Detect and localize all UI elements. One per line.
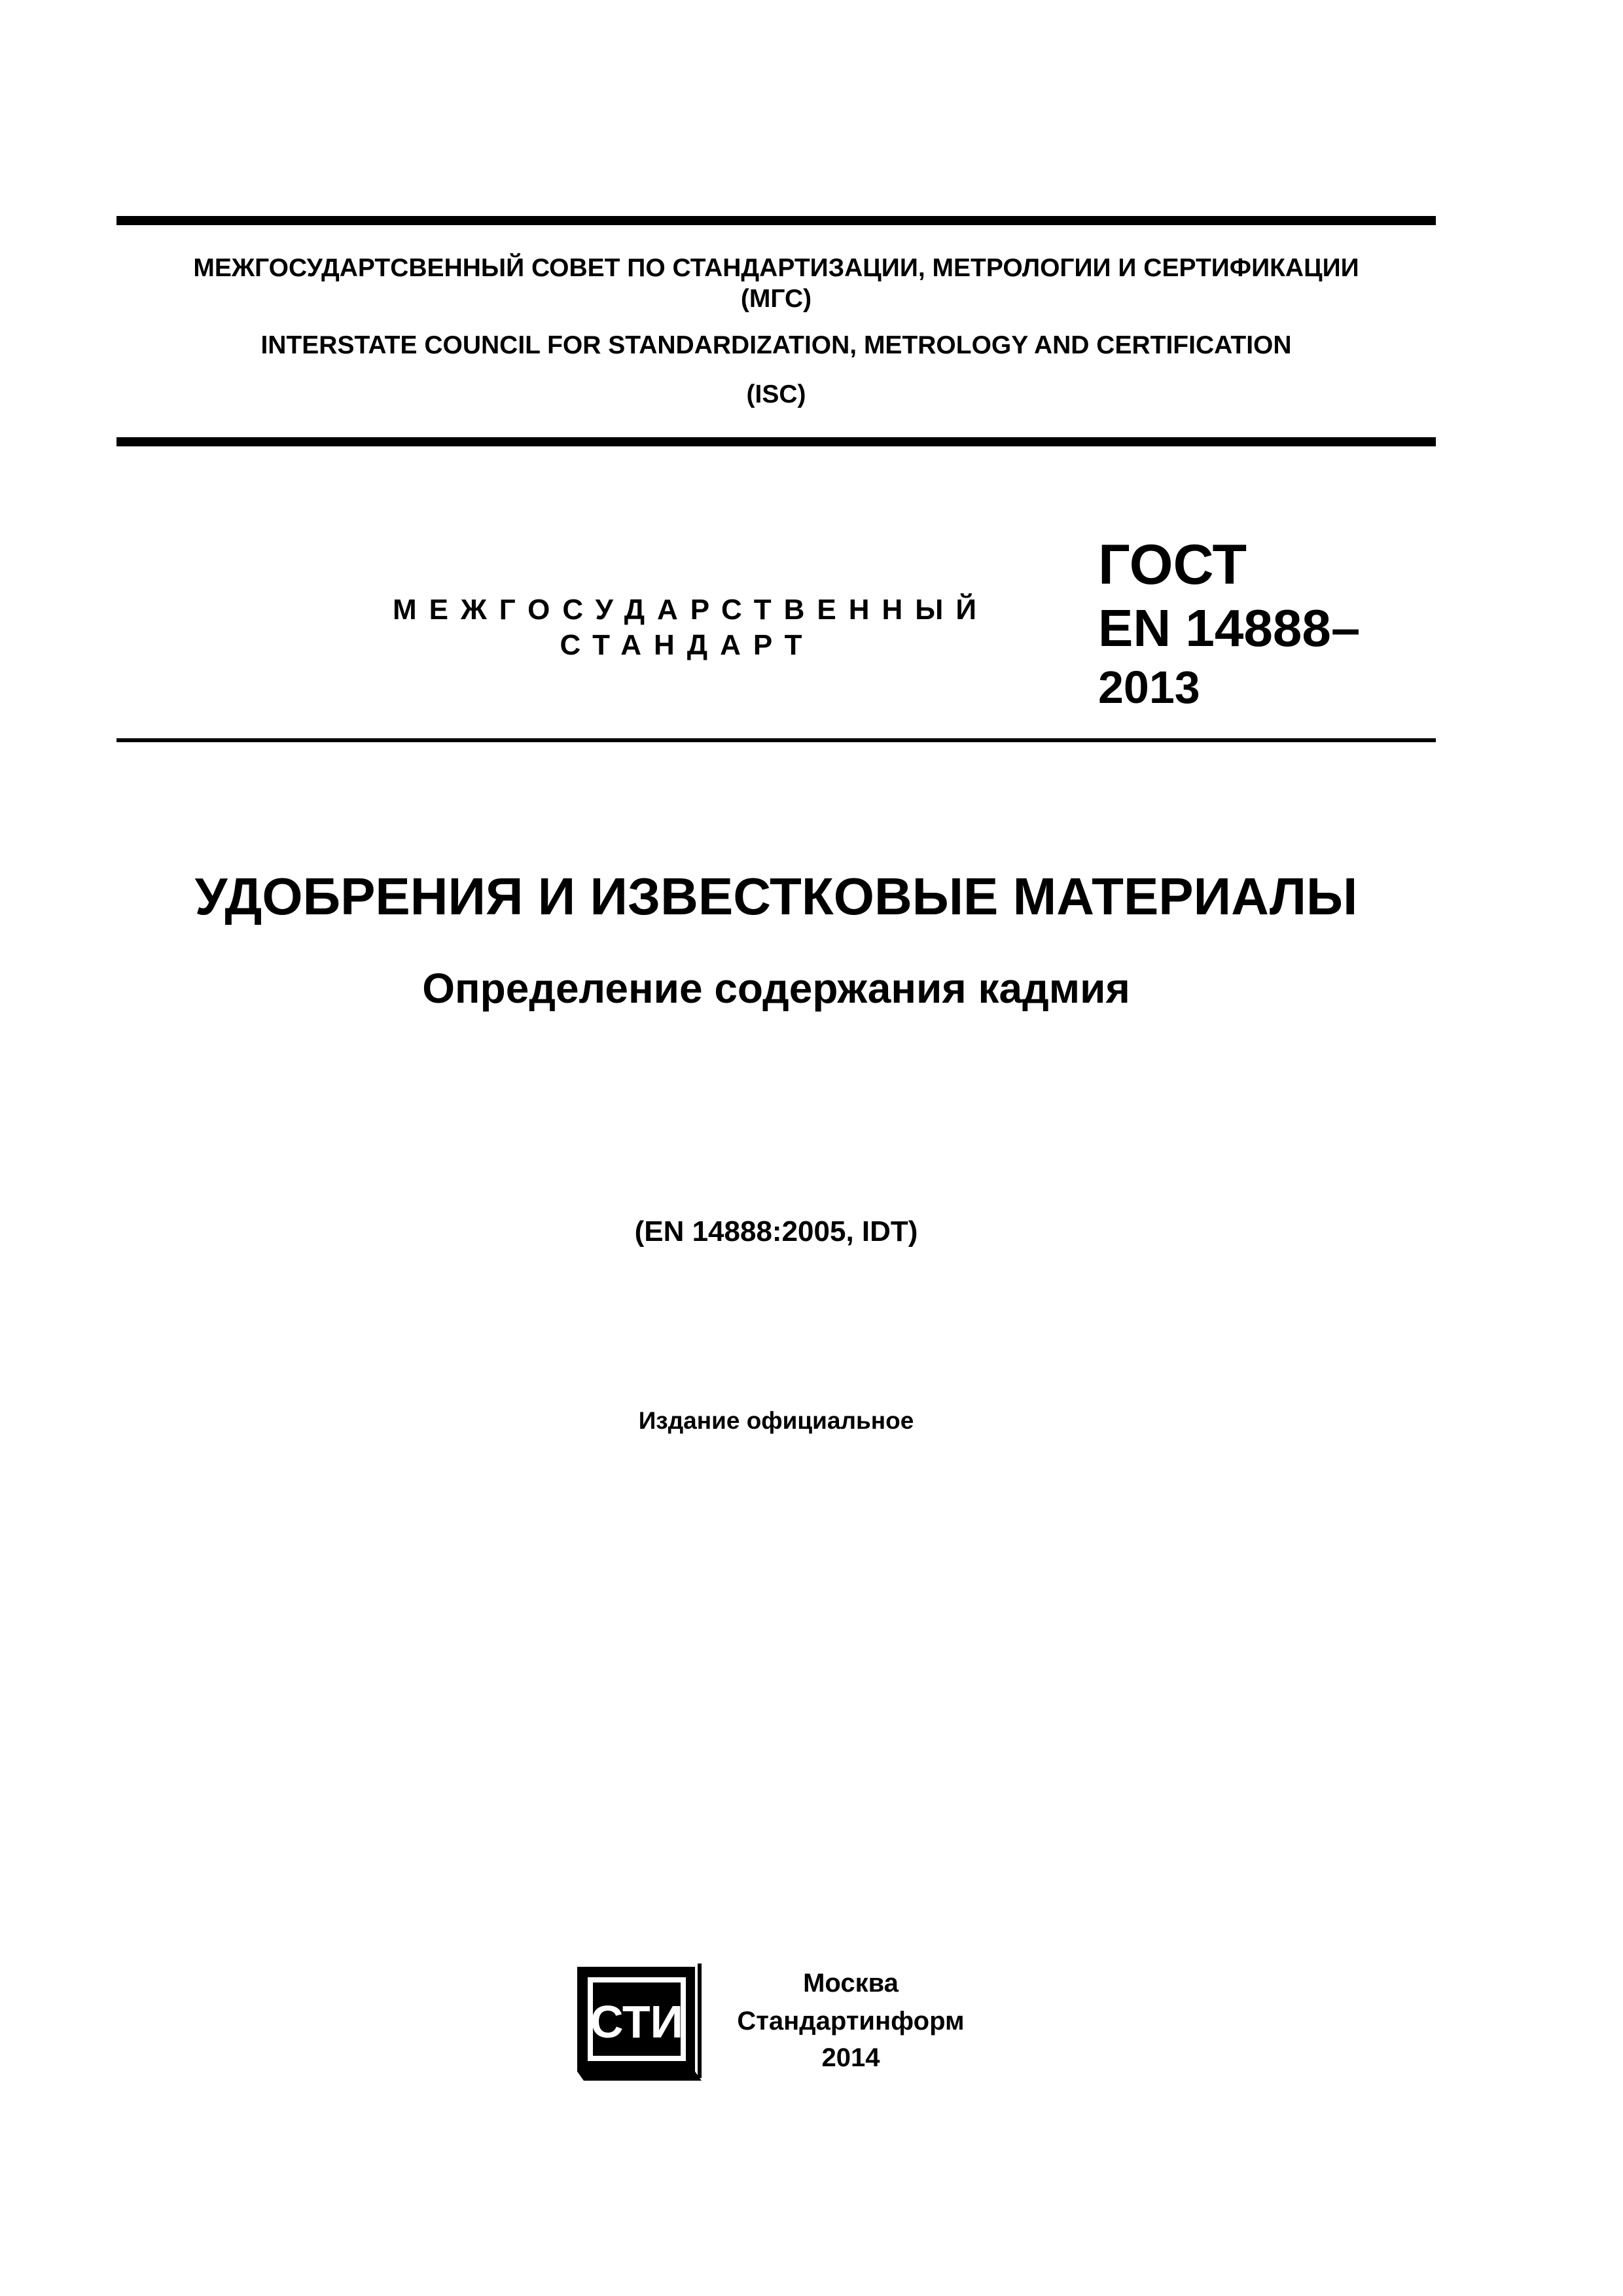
gost-number: EN 14888– bbox=[1098, 599, 1361, 657]
publisher-year: 2014 bbox=[821, 2043, 880, 2072]
document-subtitle: Определение содержания кадмия bbox=[422, 965, 1130, 1012]
gost-year: 2013 bbox=[1098, 662, 1200, 713]
publisher-name: Стандартинформ bbox=[737, 2007, 965, 2036]
equivalence-note: (EN 14888:2005, IDT) bbox=[634, 1215, 918, 1247]
document-title: УДОБРЕНИЯ И ИЗВЕСТКОВЫЕ МАТЕРИАЛЫ bbox=[194, 867, 1358, 925]
edition-note: Издание официальное bbox=[638, 1407, 914, 1434]
council-ru-name: МЕЖГОСУДАРТСВЕННЫЙ СОВЕТ ПО СТАНДАРТИЗАЦИИ, МЕТРОЛОГИИ И СЕРТИФИКАЦИИ bbox=[193, 254, 1359, 282]
gost-prefix: ГОСТ bbox=[1098, 533, 1247, 596]
logo-letters: СТИ bbox=[590, 1996, 683, 2047]
standard-label: СТАНДАРТ bbox=[560, 629, 815, 661]
standartinform-logo-icon bbox=[573, 1960, 704, 2085]
council-en-name: INTERSTATE COUNCIL FOR STANDARDIZATION, METROLOGY AND CERTIFICATION bbox=[260, 331, 1292, 359]
publisher-city: Москва bbox=[803, 1969, 899, 1998]
top-rule bbox=[116, 216, 1436, 225]
council-en-abbr: (ISC) bbox=[746, 380, 806, 408]
header-bottom-rule bbox=[116, 437, 1436, 446]
designation-rule bbox=[116, 738, 1436, 742]
interstate-label: МЕЖГОСУДАРСТВЕННЫЙ bbox=[393, 594, 989, 626]
council-ru-abbr: (МГС) bbox=[740, 285, 812, 313]
